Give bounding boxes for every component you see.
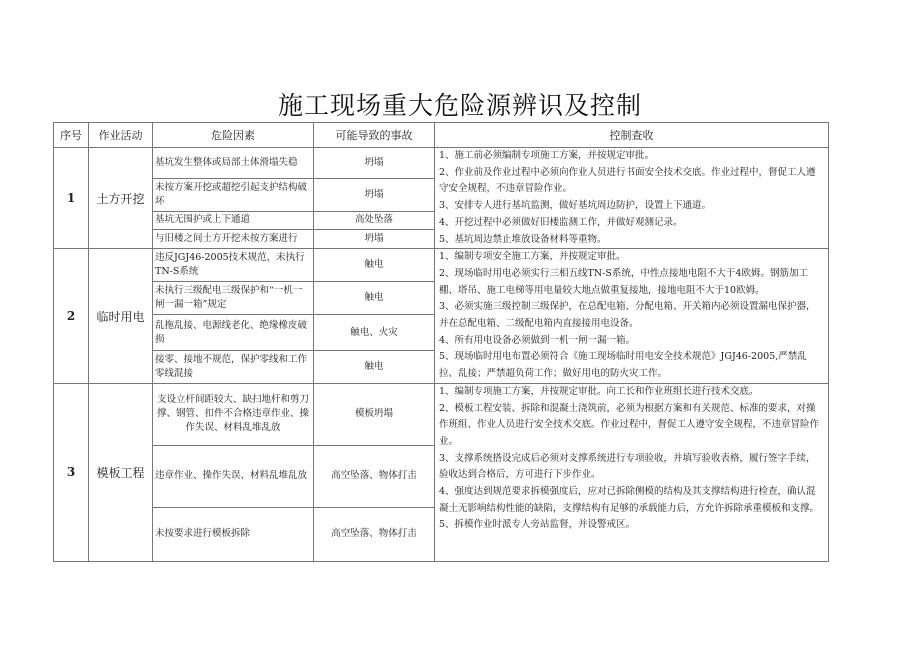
- header-control: 控制查收: [435, 123, 829, 148]
- control-item: 2、现场临时用电必须实行三相五线TN-S系统，中性点接地电阻不大于4欧姆。钢筋加工棚、塔吊、施工电梯等用电量较大地点做重复接地，接地电阻不大于10欧姆。: [439, 267, 808, 296]
- control-item: 5、现场临时用电布置必须符合《施工现场临时用电安全技术规范》JGJ46-2005,严禁乱拉、乱接；严禁超负荷工作；做好用电的防火灾工作。: [439, 351, 807, 380]
- activity-cell: 临时用电: [89, 249, 153, 384]
- control-item: 2、作业前及作业过程中必须向作业人员进行书面安全技术交底。作业过程中，督促工人遵守安全规程，不违章冒险作业。: [439, 166, 816, 195]
- activity-cell: 模板工程: [89, 383, 153, 561]
- hazard-cell: 违反JGJ46-2005技术规范，未执行TN-S系统: [153, 249, 314, 282]
- header-accident: 可能导致的事故: [314, 123, 435, 148]
- accident-cell: 触电: [314, 350, 435, 383]
- hazard-cell: 与旧楼之间土方开挖未按方案进行: [153, 230, 314, 249]
- control-item: 3、必须实施三级控制三级保护，在总配电箱、分配电箱、开关箱内必须设置漏电保护器，并在总配电箱、二级配电箱内直接接用电设备。: [439, 301, 816, 330]
- row-number: 2: [54, 249, 89, 384]
- table-row: [54, 249, 829, 282]
- control-item: 4、强度达到规范要求拆模强度后，应对已拆除侧模的结构及其支撑结构进行检查，确认混凝土无影响结构性能的缺陷，支撑结构有足够的承载能力后，方允许拆除承重模板和支撑。: [439, 486, 820, 514]
- accident-cell: 触电、火灾: [314, 315, 435, 350]
- accident-cell: 高处坠落: [314, 211, 435, 229]
- hazard-cell: 未按要求进行模板拆除: [153, 507, 314, 561]
- hazard-cell: 支设立杆间距较大、缺扫地杆和剪刀撑、钢管、扣件不合格违章作业、操作失误、材料乱堆乱放: [153, 383, 314, 445]
- hazard-cell: 未按方案开挖或超挖引起支护结构破坏: [153, 178, 314, 211]
- page-title: 施工现场重大危险源辨识及控制: [277, 91, 642, 120]
- hazard-cell: 违章作业、操作失误、材料乱堆乱放: [153, 445, 314, 507]
- hazard-table: [53, 122, 829, 562]
- control-item: 4、开挖过程中必须做好旧楼监测工作，并做好观测记录。: [439, 216, 683, 228]
- header-row: [54, 123, 829, 148]
- control-cell: [435, 249, 829, 384]
- table-row: [54, 383, 829, 445]
- accident-cell: 模板坍塌: [314, 383, 435, 445]
- control-item: 3、安排专人进行基坑监测，做好基坑周边防护，设置上下通道。: [439, 200, 712, 212]
- control-item: 5、拆模作业时派专人旁站监督，并设警戒区。: [439, 519, 636, 531]
- hazard-cell: 未执行三级配电三级保护和“一机一闸一漏一箱”规定: [153, 282, 314, 315]
- accident-cell: 触电: [314, 282, 435, 315]
- control-cell: [435, 383, 829, 561]
- accident-cell: 坍塌: [314, 178, 435, 211]
- hazard-cell: 接零、接地不规范，保护零线和工作零线混接: [153, 350, 314, 383]
- hazard-cell: 基坑发生整体或局部土体滑塌失稳: [153, 148, 314, 179]
- control-item: 1、编制专项施工方案，并按规定审批。向工长和作业班组长进行技术交底。: [439, 385, 759, 397]
- header-no: 序号: [54, 123, 89, 148]
- hazard-cell: 基坑无围护或上下通道: [153, 211, 314, 229]
- accident-cell: 高空坠落、物体打击: [314, 445, 435, 507]
- accident-cell: 触电: [314, 249, 435, 282]
- control-cell: [435, 148, 829, 249]
- accident-cell: 坍塌: [314, 148, 435, 179]
- control-item: 4、所有用电设备必须做到一机一闸一漏一箱。: [439, 334, 636, 346]
- control-item: 2、模板工程安装、拆除和混凝土浇筑前，必须为根据方案和有关规范、标准的要求，对操作班组、作业人员进行安全技术交底。作业过程中，督促工人遵守安全规程，不违章冒险作业。: [439, 402, 820, 447]
- row-number: 1: [54, 148, 89, 249]
- row-number: 3: [54, 383, 89, 561]
- activity-cell: 土方开挖: [89, 148, 153, 249]
- accident-cell: 坍塌: [314, 230, 435, 249]
- control-item: 5、基坑周边禁止堆放设备材料等重物。: [439, 233, 607, 245]
- header-hazard: 危险因素: [153, 123, 314, 148]
- control-item: 1、施工前必须编制专项施工方案，并按规定审批。: [439, 150, 655, 161]
- control-item: 1、编制专项安全施工方案，并按规定审批。: [439, 251, 626, 263]
- accident-cell: 高空坠落、物体打击: [314, 507, 435, 561]
- control-item: 3、支撑系统搭设完成后必须对支撑系统进行专项验收，并填写验收表格，履行签字手续，验收达到合格后，方可进行下步作业。: [439, 452, 816, 481]
- table-row: [54, 148, 829, 179]
- hazard-cell: 乱拖乱接、电源线老化、绝缘橡皮破损: [153, 315, 314, 350]
- header-activity: 作业活动: [89, 123, 153, 148]
